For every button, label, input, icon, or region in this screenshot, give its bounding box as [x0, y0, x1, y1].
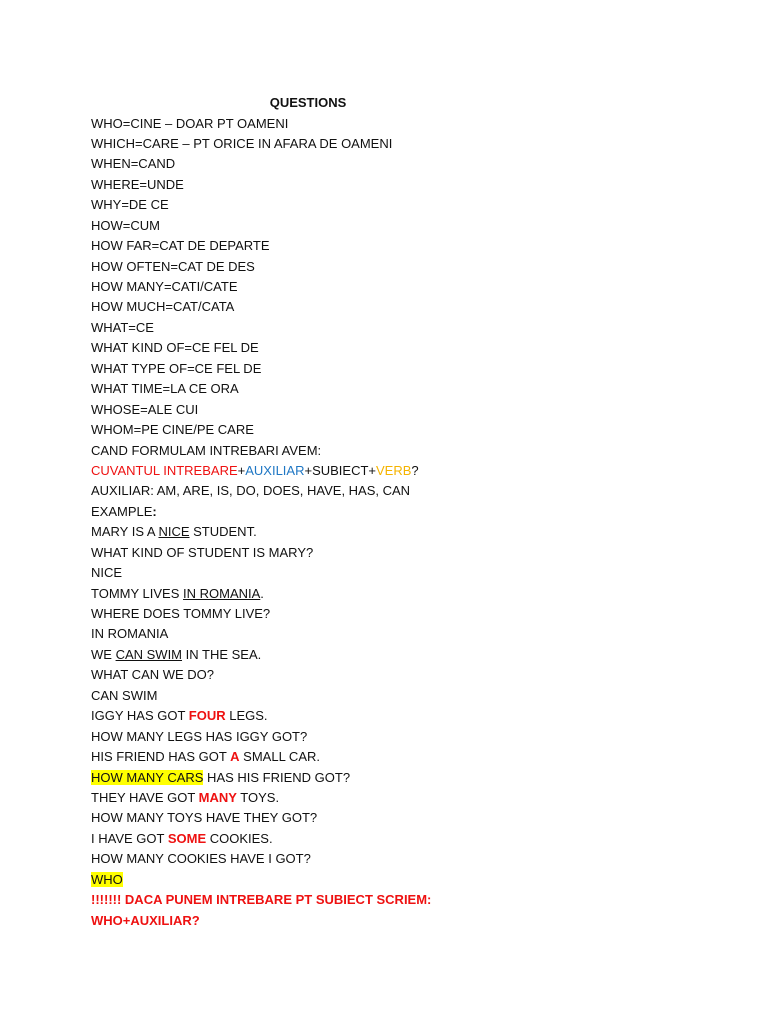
line-tommy-question: WHERE DOES TOMMY LIVE? — [91, 606, 271, 621]
formula-plus: + — [237, 462, 246, 478]
text-span: WE — [91, 646, 116, 662]
example-colon: : — [152, 503, 157, 519]
line-toys-sentence — [91, 788, 711, 808]
line-who-auxiliar: WHO+AUXILIAR? — [91, 912, 200, 928]
line-iggy-sentence — [91, 706, 711, 726]
text-span: HIS FRIEND HAS GOT — [91, 749, 231, 765]
formula-verb: VERB — [376, 462, 412, 478]
red-many: MANY — [198, 789, 237, 805]
line-swim-question: WHAT CAN WE DO? — [91, 667, 215, 683]
text-span: MARY IS A — [91, 524, 159, 540]
red-a: A — [230, 749, 240, 765]
formula-subject: +SUBIECT+ — [304, 462, 377, 478]
line-friend-question — [91, 768, 711, 788]
line-cookies-question: HOW MANY COOKIES HAVE I GOT? — [91, 851, 311, 867]
line-whom: WHOM=PE CINE/PE CARE — [91, 422, 254, 438]
line-when: WHEN=CAND — [91, 156, 176, 172]
line-example-heading — [91, 502, 711, 522]
underlined-nice: NICE — [158, 524, 190, 540]
line-friend-sentence — [91, 747, 711, 767]
line-toys-question: HOW MANY TOYS HAVE THEY GOT? — [91, 810, 318, 826]
underlined-can-swim: CAN SWIM — [115, 646, 183, 662]
line-formula — [91, 461, 711, 481]
highlighted-who: WHO — [91, 871, 123, 887]
line-intro-formula: CAND FORMULAM INTREBARI AVEM: — [91, 442, 322, 458]
text-span: COOKIES. — [206, 830, 273, 846]
line-whose: WHOSE=ALE CUI — [91, 401, 199, 417]
line-how-often: HOW OFTEN=CAT DE DES — [91, 258, 255, 274]
formula-question-mark: ? — [411, 462, 419, 478]
text-span: . — [260, 585, 264, 601]
line-who-highlight — [91, 870, 711, 890]
line-how-many: HOW MANY=CATI/CATE — [91, 279, 238, 294]
line-what-type-of: WHAT TYPE OF=CE FEL DE — [91, 360, 262, 376]
line-who: WHO=CINE – DOAR PT OAMENI — [91, 115, 289, 131]
line-mary-answer: NICE — [91, 565, 123, 581]
line-what: WHAT=CE — [91, 319, 154, 335]
line-how: HOW=CUM — [91, 217, 160, 233]
highlighted-how-many-cars: HOW MANY CARS — [91, 769, 204, 785]
formula-question-word: CUVANTUL INTREBARE — [91, 462, 238, 478]
text-span: IGGY HAS GOT — [91, 708, 189, 724]
red-four: FOUR — [188, 708, 226, 724]
line-mary-sentence — [91, 522, 711, 542]
text-span: TOMMY LIVES — [91, 585, 183, 601]
underlined-in-romania: IN ROMANIA — [183, 585, 261, 601]
line-swim-sentence — [91, 645, 711, 665]
line-how-far: HOW FAR=CAT DE DEPARTE — [91, 238, 270, 254]
text-span: LEGS. — [225, 708, 268, 724]
text-span: HAS HIS FRIEND GOT? — [203, 769, 351, 785]
line-swim-answer: CAN SWIM — [91, 687, 158, 703]
text-span: I HAVE GOT — [91, 830, 168, 846]
line-where: WHERE=UNDE — [91, 176, 184, 192]
text-span: STUDENT. — [189, 524, 257, 540]
text-span: SMALL CAR. — [239, 749, 320, 765]
text-body — [91, 114, 711, 932]
page-title: QUESTIONS — [269, 95, 347, 110]
line-subject-rule: !!!!!!! DACA PUNEM INTREBARE PT SUBIECT SCRIEM: — [91, 892, 432, 908]
line-mary-question: WHAT KIND OF STUDENT IS MARY? — [91, 544, 314, 560]
line-what-kind-of: WHAT KIND OF=CE FEL DE — [91, 340, 259, 356]
red-some: SOME — [167, 830, 207, 846]
text-span: TOYS. — [236, 789, 280, 805]
formula-auxiliary: AUXILIAR — [245, 462, 305, 478]
line-tommy-sentence — [91, 584, 711, 604]
line-auxiliaries: AUXILIAR: AM, ARE, IS, DO, DOES, HAVE, HAS, CAN — [91, 483, 411, 499]
line-why: WHY=DE CE — [91, 197, 169, 213]
line-which: WHICH=CARE – PT ORICE IN AFARA DE OAMENI — [91, 135, 393, 151]
line-iggy-question: HOW MANY LEGS HAS IGGY GOT? — [91, 728, 308, 744]
line-what-time: WHAT TIME=LA CE ORA — [91, 381, 239, 397]
text-span: IN THE SEA. — [182, 646, 262, 662]
line-cookies-sentence — [91, 829, 711, 849]
line-tommy-answer: IN ROMANIA — [91, 626, 169, 642]
example-label: EXAMPLE — [91, 503, 153, 519]
text-span: THEY HAVE GOT — [91, 789, 199, 805]
line-how-much: HOW MUCH=CAT/CATA — [91, 299, 235, 315]
